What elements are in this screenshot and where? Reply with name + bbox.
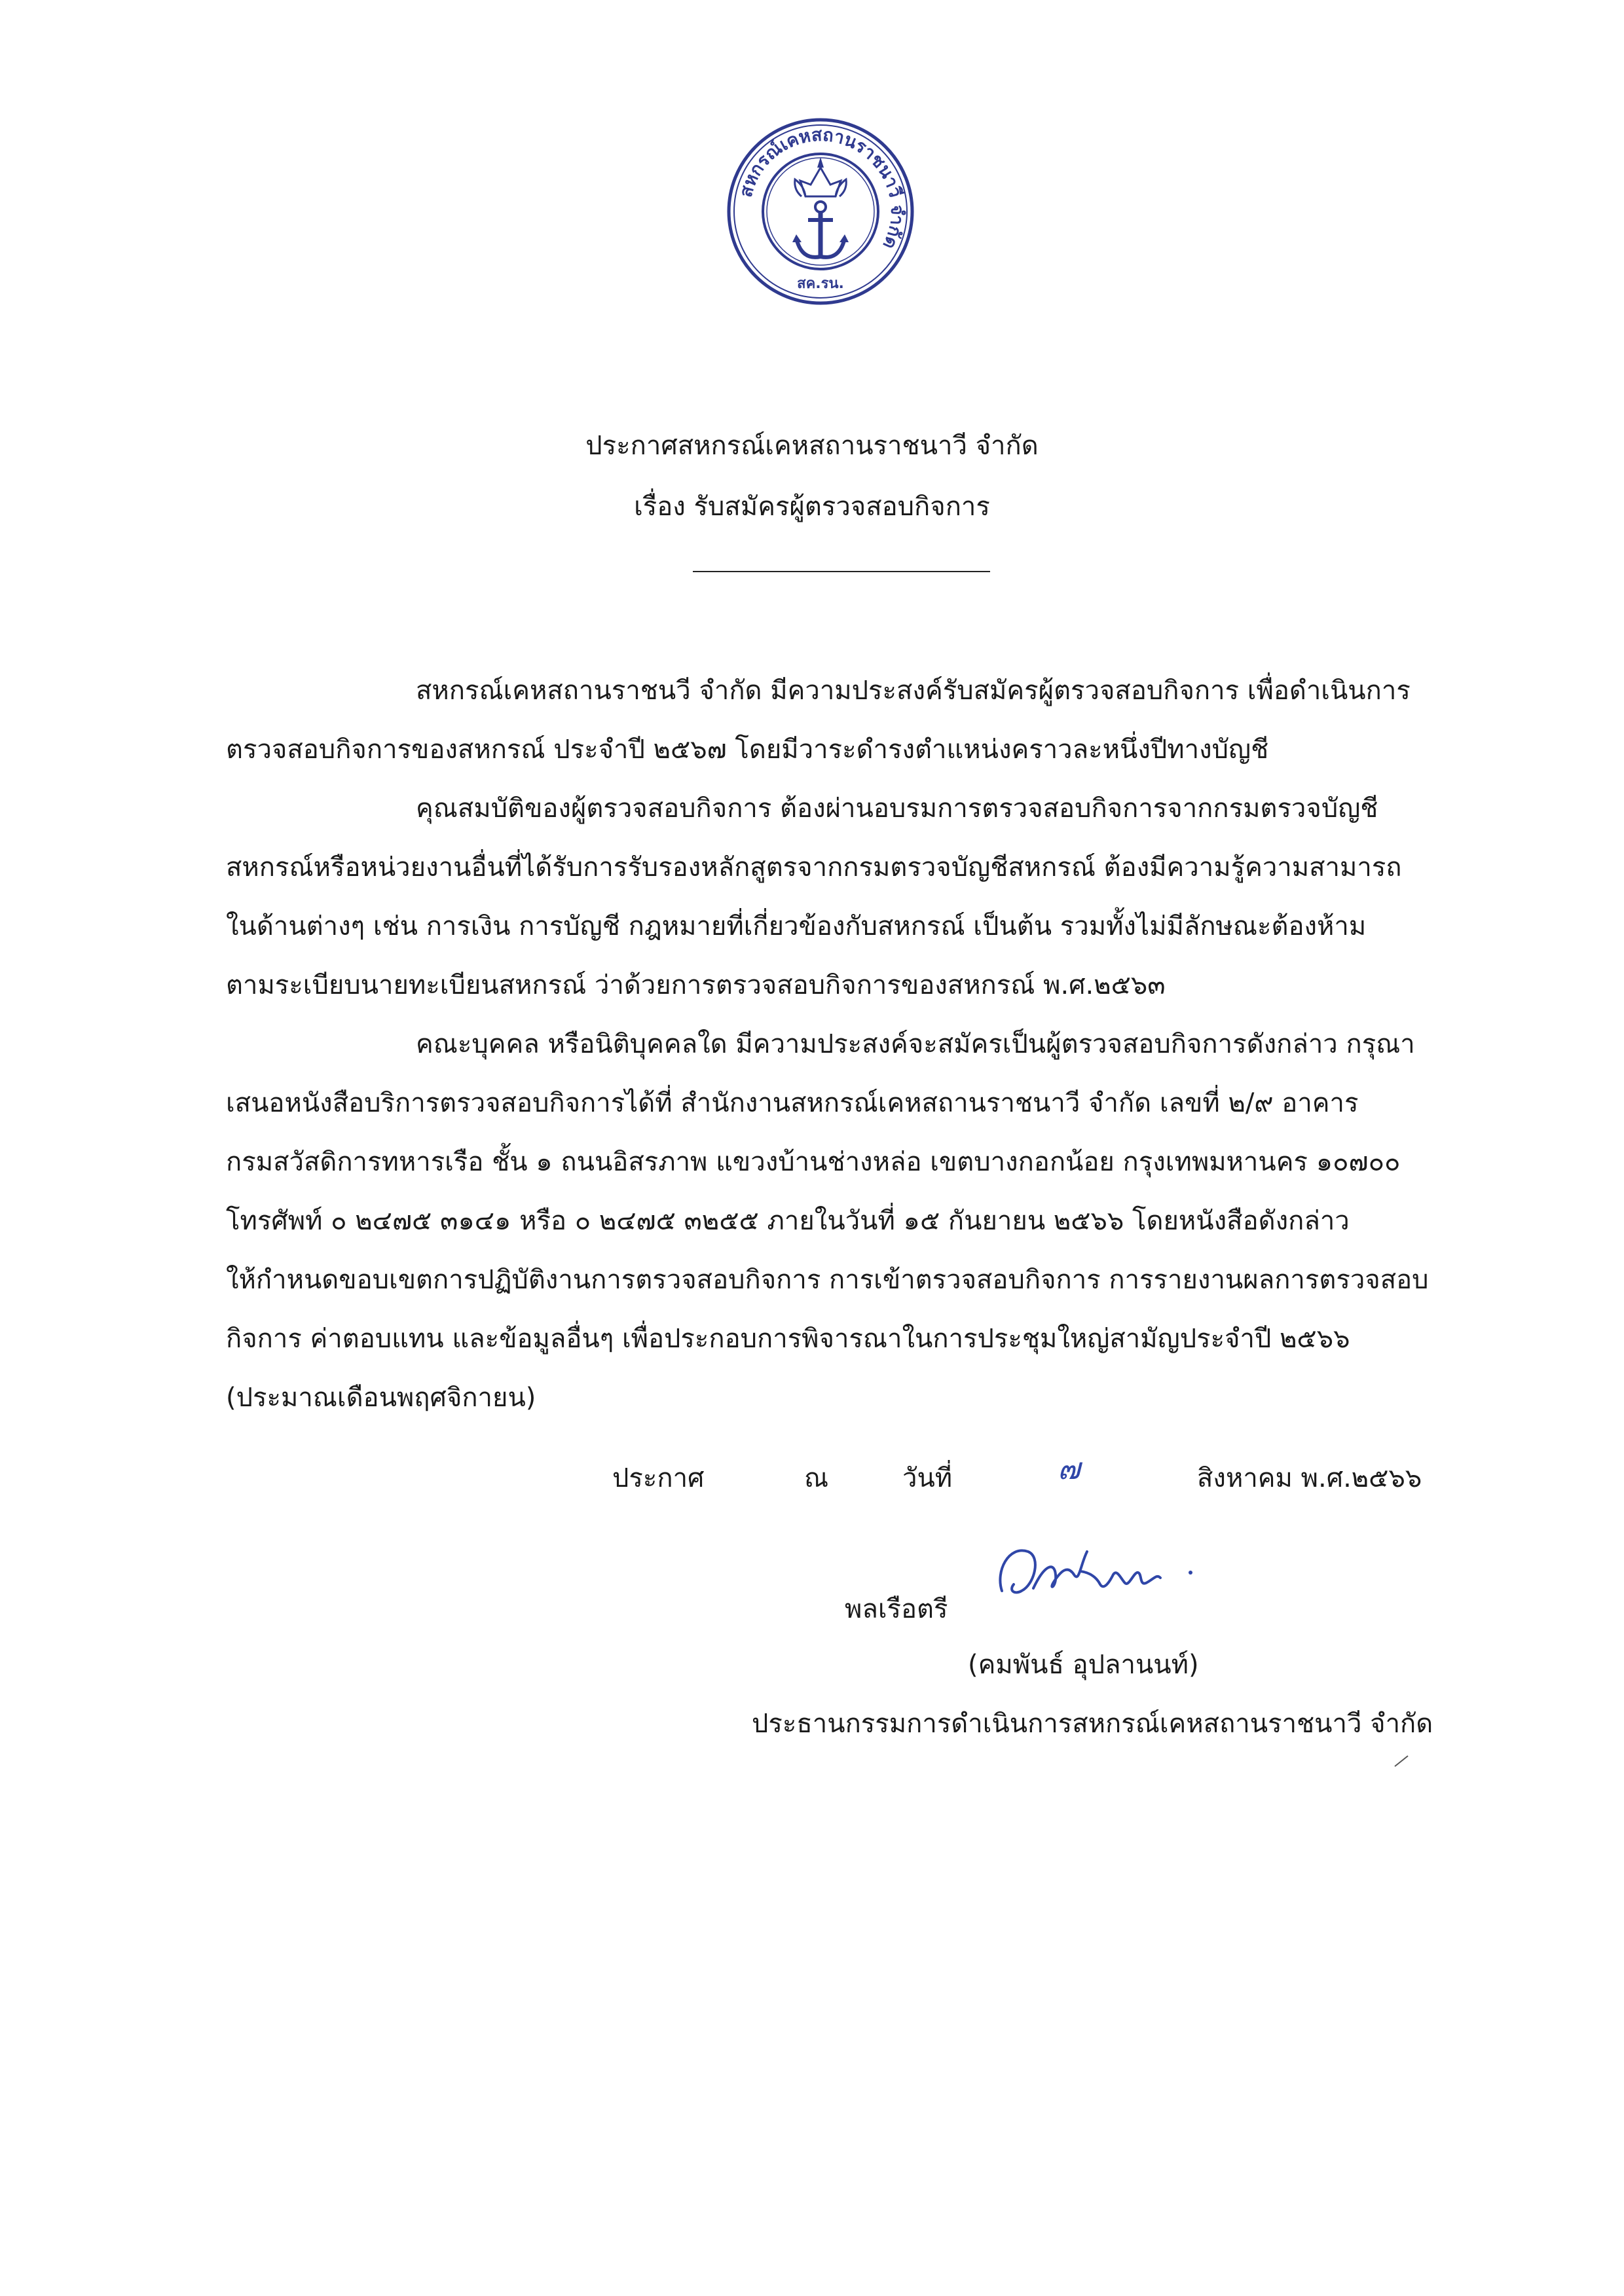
body-line: (ประมาณเดือนพฤศจิกายน): [226, 1383, 536, 1413]
paragraph-application: [226, 1015, 1460, 1427]
svg-text:สหกรณ์เคหสถานราชนาวี จำกัด: สหกรณ์เคหสถานราชนาวี จำกัด: [735, 124, 908, 253]
announcement-date-line: [0, 1451, 1624, 1496]
body-line: โทรศัพท์ ๐ ๒๔๗๕ ๓๑๔๑ หรือ ๐ ๒๔๗๕ ๓๒๕๕ ภายในวันที่ ๑๕ กันยายน ๒๕๖๖ โดยหนังสือดังกล่าว: [226, 1206, 1350, 1236]
body-line: เสนอหนังสือบริการตรวจสอบกิจการได้ที่ สำนักงานสหกรณ์เคหสถานราชนาวี จำกัด เลขที่ ๒/๙ อาคาร: [226, 1088, 1359, 1118]
body-line: คณะบุคคล หรือนิติบุคคลใด มีความประสงค์จะสมัครเป็นผู้ตรวจสอบกิจการดังกล่าว กรุณา: [416, 1029, 1415, 1059]
signer-title: ประธานกรรมการดำเนินการสหกรณ์เคหสถานราชนาวี จำกัด: [752, 1709, 1433, 1739]
svg-text:สค.รน.: สค.รน.: [797, 276, 844, 292]
handwritten-day: ๗: [1058, 1451, 1080, 1486]
announce-label: ประกาศ: [612, 1463, 705, 1493]
title-underline: [693, 571, 990, 572]
body-line: ตามระเบียบนายทะเบียนสหกรณ์ ว่าด้วยการตรวจสอบกิจการของสหกรณ์ พ.ศ.๒๕๖๓: [226, 970, 1166, 1000]
body-line: กิจการ ค่าตอบแทน และข้อมูลอื่นๆ เพื่อประกอบการพิจารณาในการประชุมใหญ่สามัญประจำปี ๒๕๖๖: [226, 1324, 1350, 1354]
paragraph-intro: [226, 661, 1460, 779]
paragraph-qualifications: [226, 779, 1460, 1015]
body-line: สหกรณ์เคหสถานราชนวี จำกัด มีความประสงค์รับสมัครผู้ตรวจสอบกิจการ เพื่อดำเนินการ: [416, 676, 1411, 706]
announcement-subject: เรื่อง รับสมัครผู้ตรวจสอบกิจการ: [634, 492, 990, 522]
at-label: ณ: [804, 1463, 829, 1493]
check-mark-icon: [1393, 1755, 1409, 1768]
handwritten-signature: [982, 1525, 1205, 1617]
body-line: สหกรณ์หรือหน่วยงานอื่นที่ได้รับการรับรองหลักสูตรจากกรมตรวจบัญชีสหกรณ์ ต้องมีความรู้ความสามารถ: [226, 852, 1402, 883]
signer-name: (คมพันธ์ อุปลานนท์): [968, 1650, 1199, 1680]
body-line: ในด้านต่างๆ เช่น การเงิน การบัญชี กฎหมายที่เกี่ยวข้องกับสหกรณ์ เป็นต้น รวมทั้งไม่มีลักษณะต้องห้าม: [226, 911, 1367, 941]
announcement-title: ประกาศสหกรณ์เคหสถานราชนาวี จำกัด: [585, 431, 1039, 461]
cooperative-seal-logo: [726, 117, 915, 306]
signer-rank: พลเรือตรี: [845, 1594, 948, 1624]
day-label: วันที่: [902, 1463, 953, 1493]
body-line: คุณสมบัติของผู้ตรวจสอบกิจการ ต้องผ่านอบรมการตรวจสอบกิจการจากกรมตรวจบัญชี: [416, 793, 1378, 824]
body-line: ให้กำหนดขอบเขตการปฏิบัติงานการตรวจสอบกิจการ การเข้าตรวจสอบกิจการ การรายงานผลการตรวจสอบ: [226, 1265, 1429, 1295]
body-line: กรมสวัสดิการทหารเรือ ชั้น ๑ ถนนอิสรภาพ แขวงบ้านช่างหล่อ เขตบางกอกน้อย กรุงเทพมหานคร ๑๐๗๐๐: [226, 1147, 1401, 1177]
body-line: ตรวจสอบกิจการของสหกรณ์ ประจำปี ๒๕๖๗ โดยมีวาระดำรงตำแหน่งคราวละหนึ่งปีทางบัญชี: [226, 735, 1269, 765]
month-year: สิงหาคม พ.ศ.๒๕๖๖: [1197, 1463, 1422, 1493]
